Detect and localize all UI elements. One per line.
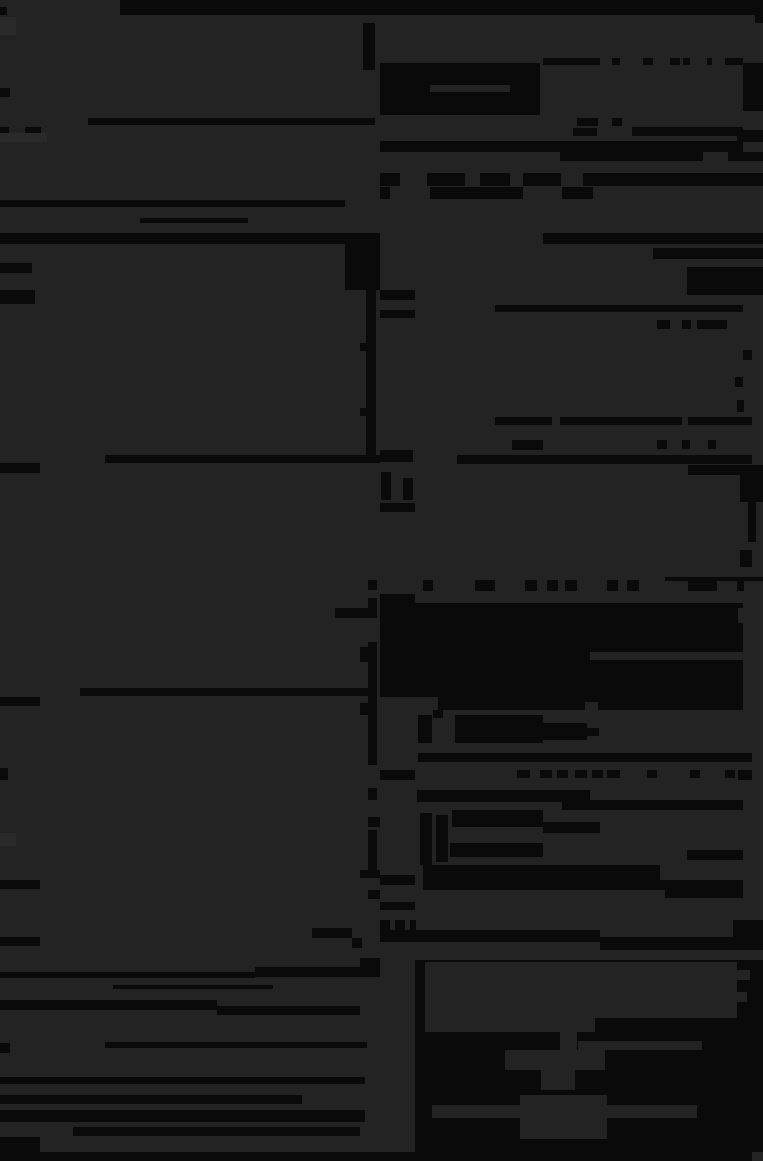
redaction-block	[381, 472, 391, 500]
redaction-block	[0, 1110, 365, 1122]
redaction-block	[547, 580, 558, 591]
redaction-block	[748, 502, 756, 542]
redaction-block	[432, 1105, 697, 1118]
redaction-block	[541, 1070, 575, 1090]
redaction-block	[540, 770, 552, 778]
redaction-block	[607, 770, 620, 778]
redaction-block	[433, 710, 443, 718]
redaction-block	[697, 320, 727, 329]
redaction-block	[0, 1152, 380, 1161]
redaction-block	[670, 58, 680, 65]
redaction-block	[735, 377, 743, 387]
redaction-block	[366, 290, 376, 457]
redaction-block	[120, 0, 763, 15]
redaction-block	[612, 58, 620, 65]
redaction-block	[360, 408, 367, 416]
redaction-block	[682, 440, 690, 449]
redaction-block	[0, 880, 40, 889]
redaction-block	[0, 697, 40, 706]
redaction-block	[578, 1041, 702, 1050]
redaction-block	[0, 937, 40, 946]
redaction-block	[475, 580, 495, 591]
redaction-block	[418, 753, 752, 762]
redaction-block	[690, 770, 700, 778]
redaction-block	[740, 550, 752, 567]
redaction-block	[600, 937, 763, 950]
redaction-block	[380, 594, 415, 603]
redaction-block	[517, 770, 530, 778]
redaction-block	[0, 88, 10, 97]
redaction-block	[683, 58, 690, 65]
redaction-block	[627, 580, 639, 591]
redaction-block	[560, 417, 682, 425]
redaction-block	[217, 1006, 360, 1015]
redaction-block	[495, 305, 743, 312]
redaction-block	[403, 478, 413, 500]
redaction-block	[430, 85, 510, 92]
redaction-block	[737, 400, 744, 412]
redaction-block	[380, 875, 415, 885]
redaction-block	[0, 263, 32, 273]
redaction-block	[0, 133, 47, 142]
redaction-block	[523, 173, 561, 186]
redaction-block	[728, 152, 763, 161]
redaction-block	[512, 440, 543, 450]
redaction-block	[457, 455, 752, 464]
redaction-block	[725, 58, 743, 65]
redaction-block	[560, 152, 703, 161]
redaction-block	[583, 58, 600, 65]
redaction-block	[577, 118, 598, 126]
redaction-block	[380, 902, 415, 910]
redaction-block	[708, 440, 716, 449]
redaction-block	[395, 920, 405, 930]
redaction-block	[543, 723, 587, 740]
redaction-block	[380, 290, 415, 300]
redaction-block	[737, 992, 747, 1002]
redaction-block	[573, 128, 597, 136]
redaction-block	[380, 503, 415, 512]
redaction-block	[73, 1127, 360, 1136]
redaction-block	[743, 63, 763, 111]
redaction-block	[380, 930, 600, 942]
redaction-block	[643, 58, 653, 65]
redaction-block	[430, 187, 523, 199]
redaction-block	[632, 127, 743, 136]
redaction-block	[590, 652, 743, 660]
redaction-block	[0, 1077, 365, 1084]
redaction-block	[368, 580, 377, 590]
redaction-block	[725, 770, 735, 778]
redaction-block	[562, 187, 593, 199]
redaction-block	[480, 173, 510, 186]
redaction-block	[495, 417, 552, 425]
redaction-block	[752, 1152, 763, 1161]
redaction-block	[0, 290, 35, 304]
redaction-block	[682, 320, 691, 329]
redaction-block	[360, 647, 368, 662]
redaction-block	[0, 7, 7, 15]
redaction-block	[368, 642, 377, 765]
redaction-block	[140, 218, 248, 223]
redaction-block	[583, 173, 763, 186]
redaction-block	[607, 580, 618, 591]
redaction-block	[585, 702, 598, 710]
redaction-block	[737, 970, 750, 980]
redaction-block	[113, 985, 273, 989]
redaction-block	[380, 770, 415, 780]
redaction-block	[687, 267, 763, 295]
redaction-block	[0, 1137, 40, 1152]
redaction-block	[380, 1152, 415, 1161]
redaction-block	[380, 173, 400, 186]
redaction-block	[368, 817, 380, 827]
redaction-block	[450, 843, 543, 857]
redaction-block	[352, 938, 362, 948]
redaction-block	[562, 800, 743, 810]
redaction-block	[360, 870, 380, 878]
redaction-block	[380, 450, 413, 462]
redaction-block	[707, 58, 712, 65]
redaction-block	[368, 890, 380, 899]
redaction-block	[565, 580, 577, 591]
redaction-block	[380, 187, 390, 199]
redaction-block	[733, 920, 763, 938]
redaction-block	[665, 888, 743, 898]
redaction-block	[380, 920, 390, 930]
redaction-block	[0, 972, 255, 978]
redaction-block	[0, 200, 345, 207]
redaction-block	[743, 350, 752, 360]
redaction-block	[0, 233, 380, 244]
redaction-block	[543, 233, 763, 244]
redaction-block	[612, 118, 622, 126]
redaction-block	[425, 962, 737, 1018]
redaction-block	[312, 928, 352, 938]
redaction-block	[410, 920, 416, 930]
redaction-block	[452, 810, 543, 827]
redaction-block	[592, 770, 603, 778]
redaction-block	[368, 830, 377, 870]
redaction-block	[543, 822, 600, 833]
redaction-block	[255, 967, 380, 977]
redaction-block	[587, 728, 599, 736]
redaction-block	[427, 173, 465, 186]
redaction-block	[688, 580, 717, 591]
redaction-block	[380, 141, 743, 152]
redaction-block	[560, 1032, 577, 1050]
redaction-block	[363, 23, 375, 70]
redaction-block	[0, 833, 16, 846]
redaction-block	[88, 118, 375, 125]
redaction-block	[425, 1018, 595, 1032]
redaction-block	[360, 343, 367, 351]
redaction-block	[647, 770, 657, 778]
redaction-block	[360, 703, 368, 715]
redaction-block	[80, 688, 368, 696]
redaction-block	[423, 580, 433, 591]
redaction-block	[543, 58, 583, 65]
redaction-block	[105, 455, 380, 463]
redaction-block	[345, 244, 380, 290]
redaction-block	[738, 770, 752, 780]
redaction-block	[653, 248, 763, 259]
redaction-block	[380, 310, 415, 318]
redaction-block	[420, 813, 432, 865]
redaction-block	[368, 598, 377, 618]
redaction-block	[575, 770, 587, 778]
redaction-block	[436, 815, 448, 862]
redaction-block	[0, 1043, 10, 1053]
redaction-block	[0, 463, 40, 473]
redaction-block	[688, 417, 752, 425]
redaction-block	[455, 715, 543, 743]
redaction-block	[738, 608, 763, 623]
redaction-block	[105, 1042, 367, 1048]
redaction-block	[657, 440, 667, 449]
redaction-block	[0, 768, 8, 780]
redaction-block	[755, 15, 763, 23]
redaction-block	[505, 1050, 605, 1070]
redaction-block	[657, 320, 670, 329]
redaction-block	[557, 770, 568, 778]
redaction-block	[368, 788, 377, 800]
redaction-block	[525, 580, 537, 591]
redaction-block	[740, 472, 763, 502]
redaction-block	[418, 715, 432, 743]
redaction-block	[687, 850, 743, 860]
redaction-block	[380, 603, 743, 697]
redaction-block	[0, 17, 16, 35]
redaction-block	[737, 580, 744, 591]
redaction-block	[0, 1095, 302, 1104]
redaction-block	[423, 865, 660, 890]
redaction-block	[0, 1000, 217, 1010]
